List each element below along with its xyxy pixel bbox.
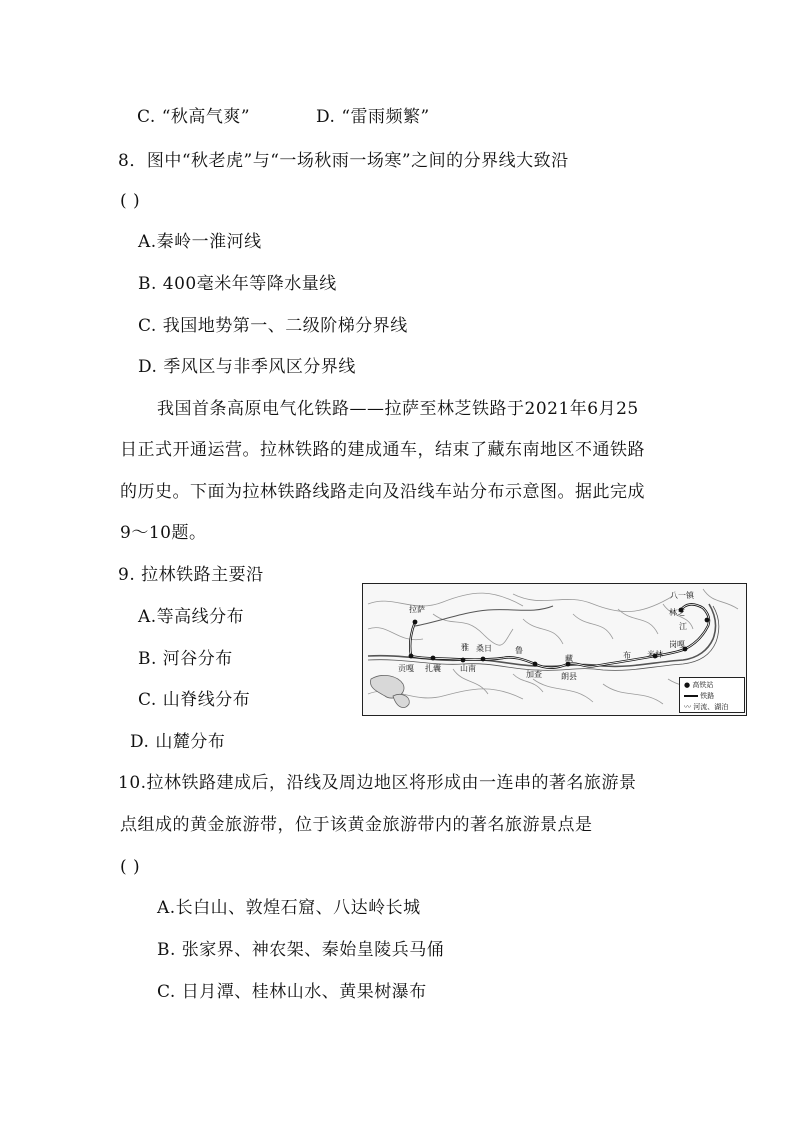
passage-line-3: 的历史。下面为拉林铁路线路走向及沿线车站分布示意图。据此完成 — [120, 482, 645, 502]
q8-option-d: D. 季风区与非季风区分界线 — [138, 357, 356, 377]
main-river-bank — [368, 606, 719, 670]
q9-stem: 9. 拉林铁路主要沿 — [118, 565, 264, 585]
label-river-jiang: 江 — [679, 622, 687, 631]
q7-option-c: C. “秋高气爽” — [137, 107, 251, 127]
passage-line-4: 9～10题。 — [120, 523, 207, 543]
label-linzhi: 林芝 — [669, 608, 685, 617]
map-legend — [679, 677, 745, 713]
station-jiacha-dot — [533, 662, 538, 667]
legend-railway-label: 铁路 — [700, 692, 715, 700]
label-gongga: 贡嘎 — [398, 664, 414, 673]
legend-railway-symbol — [684, 695, 698, 697]
label-river-zang: 藏 — [565, 654, 573, 663]
q10-answer-paren: ( ) — [120, 857, 141, 877]
label-gangga: 岗嘎 — [669, 640, 685, 649]
q8-stem: 8．图中“秋老虎”与“一场秋雨一场寒”之间的分界线大致沿 — [118, 151, 569, 171]
label-zhanang: 扎囊 — [425, 664, 441, 673]
railway-line — [410, 604, 709, 667]
station-sangri-dot — [481, 657, 486, 662]
lalin-railway-map — [362, 583, 747, 716]
q8-option-c: C. 我国地势第一、二级阶梯分界线 — [138, 316, 408, 336]
label-jiacha: 加查 — [526, 670, 542, 679]
q10-stem-line-1: 10.拉林铁路建成后，沿线及周边地区将形成由一连串的著名旅游景 — [118, 773, 637, 793]
legend-station — [684, 681, 713, 689]
label-langxian: 朗县 — [561, 672, 577, 681]
label-sangri: 桑日 — [476, 644, 492, 653]
station-shannan-dot — [461, 658, 466, 663]
passage-line-1: 我国首条高原电气化铁路——拉萨至林芝铁路于2021年6月25 — [157, 399, 639, 419]
q9-option-c: C. 山脊线分布 — [138, 690, 251, 710]
legend-railway — [684, 692, 714, 700]
q8-option-a: A.秦岭一淮河线 — [138, 232, 262, 252]
label-river-ya: 雅 — [461, 643, 469, 652]
q10-option-b: B. 张家界、神农架、秦始皇陵兵马俑 — [157, 940, 445, 960]
label-river-bu: 布 — [623, 651, 631, 660]
q9-option-a: A.等高线分布 — [138, 607, 245, 627]
passage-line-2: 日正式开通运营。拉林铁路的建成通车，结束了藏东南地区不通铁路 — [120, 440, 645, 460]
q7-option-d: D. “雷雨频繁” — [316, 107, 430, 127]
legend-station-symbol: ● — [684, 681, 691, 689]
q10-option-a: A.长白山、敦煌石窟、八达岭长城 — [157, 898, 421, 918]
legend-station-label: 高铁站 — [692, 681, 714, 689]
label-milin: 米林 — [647, 650, 663, 659]
q9-option-d: D. 山麓分布 — [130, 732, 226, 752]
label-shannan: 山南 — [460, 664, 476, 673]
q10-option-c: C. 日月潭、桂林山水、黄果树瀑布 — [157, 982, 427, 1002]
q10-stem-line-2: 点组成的黄金旅游带，位于该黄金旅游带内的著名旅游景点是 — [120, 815, 593, 835]
q8-answer-paren: ( ) — [120, 191, 141, 211]
q9-option-b: B. 河谷分布 — [138, 649, 233, 669]
label-bayi: 八一镇 — [670, 591, 694, 600]
legend-river-label: 河流、湖泊 — [693, 703, 729, 711]
label-river-lu: 鲁 — [515, 646, 523, 655]
station-zhanang-dot — [431, 656, 436, 661]
station-gongga-dot — [409, 654, 414, 659]
legend-river — [684, 703, 728, 711]
station-linzhi-dot — [705, 618, 710, 623]
label-lasa: 拉萨 — [409, 605, 425, 614]
legend-river-symbol: 〰 — [684, 703, 691, 711]
station-lasa-dot — [413, 620, 418, 625]
q8-option-b: B. 400毫米年等降水量线 — [138, 274, 337, 294]
